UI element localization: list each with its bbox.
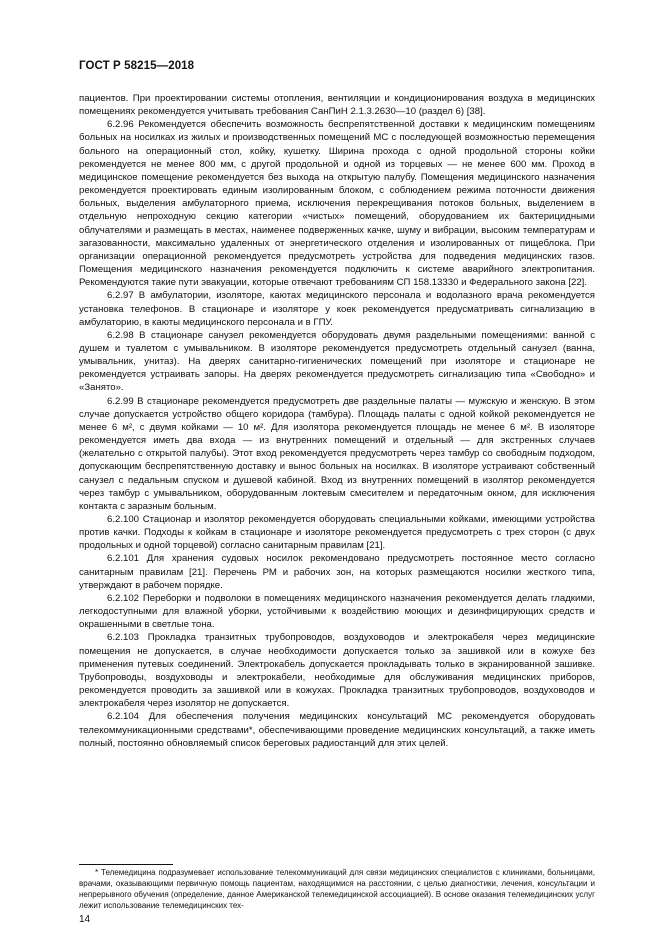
paragraph-6-2-100: 6.2.100 Стационар и изолятор рекомендуется оборудовать специальными койками, имеющими устройства против качки. Подходы к койкам в стационаре и изоляторе рекомендуется предусмотреть с трех сторон (с двух продольных и одной торцевой) согласно санитарным правилам [21]. (79, 514, 595, 552)
paragraph-6-2-96: 6.2.96 Рекомендуется обеспечить возможность беспрепятственной доставки к медицинским помещениям больных на носилках из жилых и производственных помещений МС с последующей возможностью перемещения больного на операционный стол, койку, кушетку. Ширина прохода с одной продольной стороны койки рекомендуется не менее 800 мм, с другой продольной и одной из торцевых — не менее 600 мм. Проход в медицинское помещение рекомендуется без выхода на открытую палубу. Помещения медицинского назначения рекомендуется проектировать единым изолированным блоком, с соблюдением режима поточности движения больных, выделения амбулаторного приема, исключения перекрещивания потоков больных, выделением в отдельную непроходную секцию категории «чистых» помещений, оборудованием их бактерицидными облучателями и размещать в местах, наименее подверженных качке, шуму и вибрации, высоким температурам и загазованности, максимально удаленных от энергетического отделения и изолированных от пищеблока. При организации операционной рекомендуется предусмотреть устройства для подведения медицинских газов. Помещения медицинского назначения рекомендуется подключить к системе аварийного электропитания. Рекомендуются такие пути эвакуации, которые отвечают требованиям СП 158.13330 и Федерального закона [22]. (79, 119, 595, 289)
document-header: ГОСТ Р 58215—2018 (79, 60, 195, 72)
paragraph-continuation: пациентов. При проектировании системы отопления, вентиляции и кондиционирования воздуха в медицинских помещениях рекомендуется учитывать требования СанПиН 2.1.3.2630—10 (раздел 6) [38]. (79, 93, 595, 118)
paragraph-6-2-101: 6.2.101 Для хранения судовых носилок рекомендовано предусмотреть постоянное место согласно санитарным правилам [21]. Перечень РМ и рабочих зон, на которых размещаются носилки жесткого типа, утверждают в рабочем порядке. (79, 553, 595, 591)
paragraph-6-2-104: 6.2.104 Для обеспечения получения медицинских консультаций МС рекомендуется оборудовать телекоммуникационными средствами*, обеспечивающими проведение медицинских консультаций, а также иметь полный, постоянно обновляемый список береговых радиостанций для этих целей. (79, 711, 595, 749)
paragraph-6-2-97: 6.2.97 В амбулатории, изоляторе, каютах медицинского персонала и водолазного врача рекомендуется установка телефонов. В стационаре и изоляторе у коек рекомендуется предусматривать сигнализацию в амбулаторию, в каюты медицинского персонала и в ГПУ. (79, 290, 595, 328)
paragraph-6-2-99: 6.2.99 В стационаре рекомендуется предусмотреть две раздельные палаты — мужскую и женскую. В этом случае допускается устройство общего коридора (тамбура). Площадь палаты с одной койкой рекомендуется не менее 6 м², с двумя койками — 10 м². Для изолятора рекомендуется площадь не менее 6 м². В изоляторе рекомендуется иметь два входа — из внутренних помещений и отдельный — для экстренных случаев (желательно с открытой палубы). Этот вход рекомендуется предусмотреть через тамбур со свободным подходом, допускающим беспрепятственную доставку и вынос больных на носилках. В изоляторе устраивают собственный санузел с педальным спуском и душевой кабиной. Вход из внутренних помещений в изолятор рекомендуется через тамбур с умывальником, оборудованным локтевым смесителем и передаточным окном, для исключения контакта с заразным больным. (79, 395, 595, 512)
page-number: 14 (79, 914, 91, 925)
footnote: * Телемедицина подразумевает использование телекоммуникаций для связи медицинских специалистов с клиниками, больницами, врачами, оказывающими первичную помощь пациентам, находящимися на расстоянии, с целью диагностики, лечения, консультации и непрерывного обучения (определение, данное Американской телемедицинской ассоциацией). В основе оказания телемедицинских услуг лежит использование телемедицинских тех- (79, 868, 595, 910)
paragraph-6-2-102: 6.2.102 Переборки и подволоки в помещениях медицинского назначения рекомендуется делать гладкими, легкодоступными для влажной уборки, устойчивыми к воздействию моющих и дезинфицирующих средств и окрашенными в светлые тона. (79, 592, 595, 631)
paragraph-6-2-98: 6.2.98 В стационаре санузел рекомендуется оборудовать двумя раздельными помещениями: ванной с душем и туалетом с умывальником. В изоляторе рекомендуется предусмотреть отдельный санузел (ванна, умывальник, унитаз). На дверях санитарно-гигиенических помещений при изоляторе и стационаре не рекомендуется устраивать запоры. На дверях рекомендуется предусмотреть сигнализацию типа «Свободно» и «Занято». (79, 329, 595, 394)
footnote-divider (79, 864, 173, 865)
document-body (79, 92, 595, 750)
paragraph-6-2-103: 6.2.103 Прокладка транзитных трубопроводов, воздуховодов и электрокабеля через медицинские помещения не допускается, в случае необходимости допускается только за зашивкой или в кожухе без применения путевых соединений. Электрокабель допускается прокладывать только в экранированной зашивке. Трубопроводы, воздуховоды и электрокабели, необходимые для обслуживания медицинских приборов, рекомендуется проводить за зашивкой или в кожухах. Прокладка транзитных трубопроводов, воздуховодов и электрокабеля через изолятор не допускается. (79, 632, 595, 710)
